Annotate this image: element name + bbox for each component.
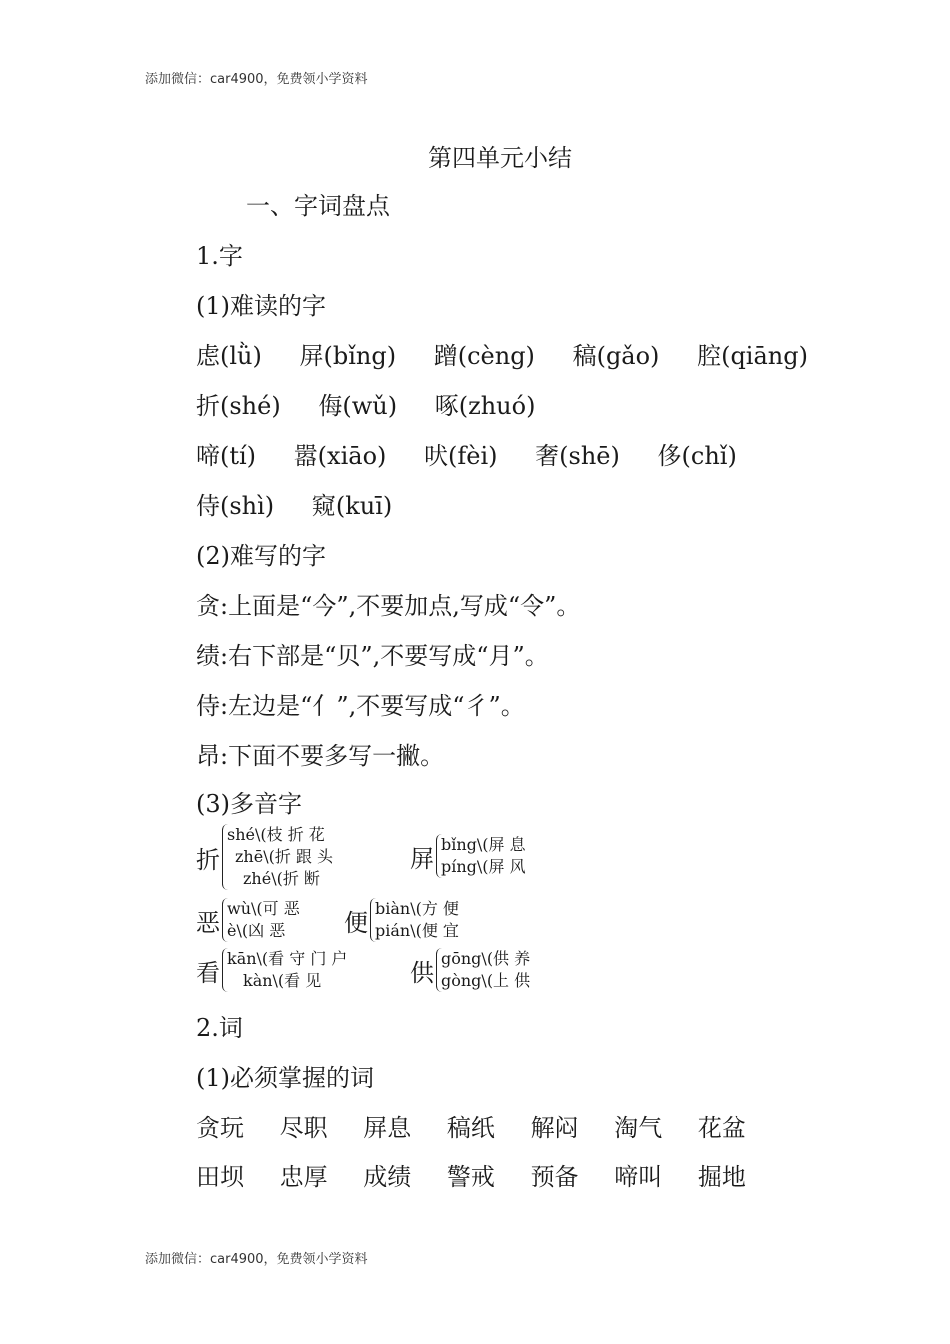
hard-read-heading: (1)难读的字 — [196, 292, 326, 320]
reading-item: 啼(tí) — [196, 442, 257, 470]
reading-item: 侈(chǐ) — [657, 442, 737, 470]
reading-item: 侮(wǔ) — [318, 392, 398, 420]
reading-row — [196, 486, 422, 521]
word-item: 成绩 — [363, 1163, 412, 1191]
poly-reading: wù\(可 恶 — [227, 899, 300, 918]
reading-item: 啄(zhuó) — [434, 392, 536, 420]
reading-item: 屏(bǐng) — [299, 342, 397, 370]
word-item: 淘气 — [614, 1114, 663, 1142]
word-item: 预备 — [530, 1163, 579, 1191]
reading-item: 蹭(cèng) — [433, 342, 535, 370]
word-item: 田坝 — [196, 1163, 244, 1191]
poly-reading: è\(凶 恶 — [227, 921, 286, 940]
poly-readings — [436, 834, 549, 878]
reading-row — [196, 386, 565, 421]
subsection-char: 1.字 — [196, 242, 243, 270]
poly-readings — [222, 898, 327, 942]
word-row — [196, 1157, 774, 1192]
hard-write-heading: (2)难写的字 — [196, 542, 326, 570]
reading-item: 腔(qiāng) — [697, 342, 808, 370]
poly-char: 恶 — [196, 908, 220, 937]
poly-bian — [344, 898, 485, 942]
reading-item: 奢(shē) — [535, 442, 620, 470]
watermark-bottom: 添加微信：car4900，免费领小学资料 — [145, 1252, 368, 1267]
poly-char: 看 — [196, 958, 220, 987]
polyphonic-heading: (3)多音字 — [196, 790, 302, 818]
watermark-top: 添加微信：car4900，免费领小学资料 — [145, 72, 368, 87]
poly-reading: gōng\(供 养 — [441, 949, 531, 968]
reading-row — [196, 336, 838, 371]
hard-write-line: 贪:上面是“今”,不要加点,写成“令”。 — [196, 592, 581, 620]
hard-write-line: 侍:左边是“亻”,不要写成“彳”。 — [196, 692, 525, 720]
reading-item: 窥(kuī) — [311, 492, 393, 520]
reading-item: 侍(shì) — [196, 492, 275, 520]
reading-item: 稿(gǎo) — [572, 342, 660, 370]
hard-write-line: 昂:下面不要多写一撇。 — [196, 742, 445, 770]
word-item: 解闷 — [530, 1114, 579, 1142]
poly-e — [196, 898, 327, 942]
word-item: 尽职 — [279, 1114, 328, 1142]
poly-char: 便 — [344, 908, 368, 937]
poly-reading: zhé\(折 断 — [243, 869, 320, 888]
poly-reading: bǐng\(屏 息 — [441, 835, 526, 854]
word-item: 稿纸 — [446, 1114, 495, 1142]
poly-reading: kān\(看 守 门 户 — [227, 949, 348, 968]
word-item: 警戒 — [446, 1163, 495, 1191]
reading-item: 吠(fèi) — [424, 442, 498, 470]
poly-reading: biàn\(方 便 — [375, 899, 459, 918]
reading-row — [196, 436, 767, 471]
poly-char: 供 — [410, 958, 434, 987]
poly-readings — [222, 824, 357, 890]
reading-item: 折(shé) — [196, 392, 281, 420]
poly-kan — [196, 948, 369, 992]
word-item: 啼叫 — [614, 1163, 663, 1191]
reading-item: 嚣(xiāo) — [293, 442, 387, 470]
poly-reading: píng\(屏 风 — [441, 857, 526, 876]
word-row — [196, 1108, 774, 1143]
hard-write-line: 绩:右下部是“贝”,不要写成“月”。 — [196, 642, 549, 670]
subsection-word: 2.词 — [196, 1014, 243, 1042]
poly-readings — [436, 948, 553, 992]
section-heading: 一、字词盘点 — [246, 192, 390, 220]
must-words-heading: (1)必须掌握的词 — [196, 1064, 374, 1092]
page-title: 第四单元小结 — [428, 144, 572, 172]
poly-char: 屏 — [410, 844, 434, 873]
poly-reading: shé\(枝 折 花 — [227, 825, 325, 844]
poly-reading: pián\(便 宜 — [375, 921, 459, 940]
word-item: 花盆 — [697, 1114, 746, 1142]
poly-readings — [370, 898, 485, 942]
poly-gong — [410, 948, 553, 992]
word-item: 屏息 — [363, 1114, 412, 1142]
poly-reading: gòng\(上 供 — [441, 971, 531, 990]
poly-readings — [222, 948, 369, 992]
poly-reading: kàn\(看 见 — [243, 971, 322, 990]
poly-char: 折 — [196, 845, 220, 874]
reading-item: 虑(lǜ) — [196, 342, 262, 370]
word-item: 掘地 — [697, 1163, 746, 1191]
word-item: 忠厚 — [279, 1163, 328, 1191]
poly-zhe — [196, 824, 357, 890]
word-item: 贪玩 — [196, 1114, 244, 1142]
poly-reading: zhē\(折 跟 头 — [235, 847, 334, 866]
poly-ping — [410, 834, 549, 878]
